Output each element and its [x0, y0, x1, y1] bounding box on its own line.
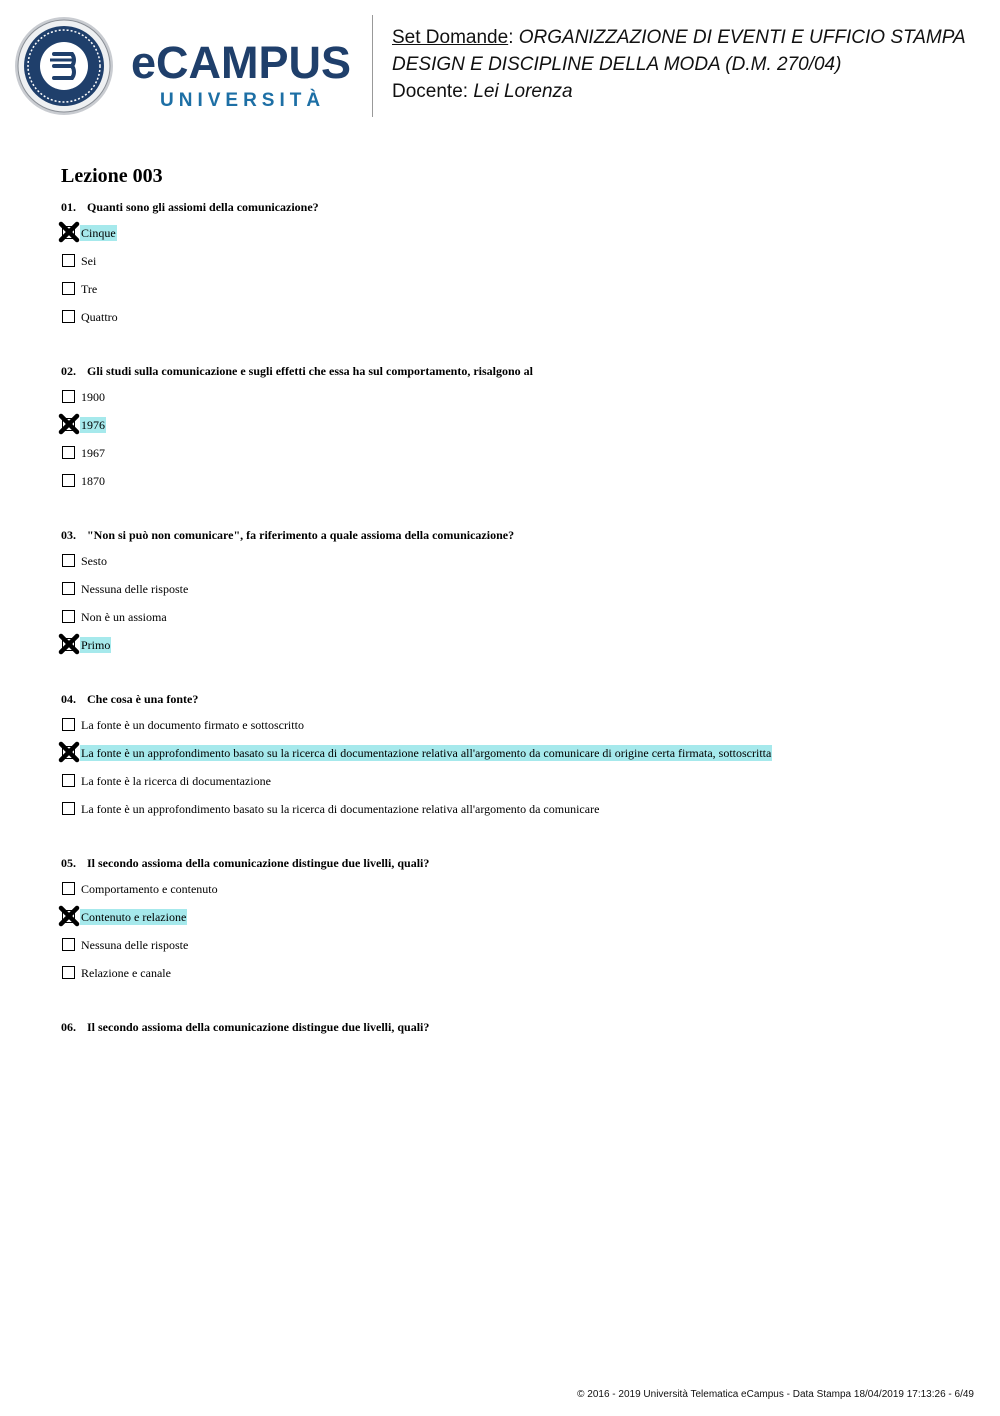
set-label: Set Domande — [392, 27, 509, 48]
question-text — [61, 199, 961, 215]
checkbox[interactable] — [62, 582, 75, 595]
answer-option[interactable] — [61, 745, 961, 773]
question-number: 06. — [61, 1020, 76, 1034]
brand-name: eCAMPUS — [131, 37, 352, 88]
answer-option[interactable] — [61, 965, 961, 993]
selected-answer-label: La fonte è un approfondimento basato su la ricerca di documentazione relativa all'argomento da comunicare di origine certa firmata, sottoscritta — [81, 746, 772, 760]
answer-option[interactable] — [61, 609, 961, 637]
checkbox[interactable] — [62, 554, 75, 567]
question-item — [61, 855, 961, 993]
question-item — [61, 527, 961, 665]
answer-label: Relazione e canale — [81, 966, 171, 980]
question-label: Gli studi sulla comunicazione e sugli effetti che essa ha sul comportamento, risalgono al — [87, 364, 533, 378]
question-label: Il secondo assioma della comunicazione distingue due livelli, quali? — [87, 856, 430, 870]
checkbox[interactable] — [62, 254, 75, 267]
question-text — [61, 527, 961, 543]
cross-mark-icon — [58, 413, 80, 435]
question-text — [61, 363, 961, 379]
checkbox[interactable] — [62, 474, 75, 487]
answer-option[interactable] — [61, 553, 961, 581]
cross-mark-icon — [58, 905, 80, 927]
ecampus-seal-icon — [14, 16, 114, 116]
question-label: Il secondo assioma della comunicazione distingue due livelli, quali? — [87, 1020, 430, 1034]
answer-label: Quattro — [81, 310, 118, 324]
cross-mark-icon — [58, 221, 80, 243]
answer-label: 1900 — [81, 390, 105, 404]
answer-label: Sei — [81, 254, 97, 268]
answer-label: Non è un assioma — [81, 610, 167, 624]
checkbox[interactable] — [62, 390, 75, 403]
course-subtitle: DESIGN E DISCIPLINE DELLA MODA (D.M. 270/04) — [392, 54, 842, 75]
question-text — [61, 691, 961, 707]
cross-mark-icon — [58, 741, 80, 763]
question-number: 01. — [61, 200, 76, 214]
course-line-1 — [392, 24, 992, 51]
checkbox[interactable] — [62, 774, 75, 787]
checkbox[interactable] — [62, 882, 75, 895]
answer-label: La fonte è un approfondimento basato su la ricerca di documentazione relativa all'argomento da comunicare — [81, 802, 600, 816]
selected-answer-label: Contenuto e relazione — [81, 910, 187, 924]
answer-option[interactable] — [61, 801, 961, 829]
answer-option[interactable] — [61, 937, 961, 965]
question-item — [61, 363, 961, 501]
answer-option[interactable] — [61, 225, 961, 253]
answer-option[interactable] — [61, 253, 961, 281]
checkbox[interactable] — [62, 282, 75, 295]
answer-option[interactable] — [61, 717, 961, 745]
question-label: "Non si può non comunicare", fa riferimento a quale assioma della comunicazione? — [87, 528, 515, 542]
course-title: ORGANIZZAZIONE DI EVENTI E UFFICIO STAMPA — [518, 27, 966, 48]
set-separator: : — [508, 27, 519, 48]
selected-answer-label: Cinque — [81, 226, 116, 240]
answer-option[interactable] — [61, 773, 961, 801]
answer-option[interactable] — [61, 445, 961, 473]
answer-option[interactable] — [61, 909, 961, 937]
header-info — [392, 24, 992, 105]
question-label: Quanti sono gli assiomi della comunicazione? — [87, 200, 319, 214]
checkbox[interactable] — [62, 310, 75, 323]
question-number: 02. — [61, 364, 76, 378]
answer-option[interactable] — [61, 637, 961, 665]
answer-option[interactable] — [61, 389, 961, 417]
question-text — [61, 1019, 961, 1035]
answer-option[interactable] — [61, 881, 961, 909]
question-number: 05. — [61, 856, 76, 870]
docente-name: Lei Lorenza — [473, 81, 573, 102]
docente-line — [392, 78, 992, 105]
question-item — [61, 691, 961, 829]
checkbox[interactable] — [62, 718, 75, 731]
header-divider — [372, 15, 373, 117]
answer-label: Sesto — [81, 554, 108, 568]
answer-label: La fonte è la ricerca di documentazione — [81, 774, 271, 788]
answer-label: Nessuna delle risposte — [81, 582, 189, 596]
course-line-2 — [392, 51, 992, 78]
checkbox[interactable] — [62, 966, 75, 979]
answer-label: Tre — [81, 282, 98, 296]
answer-label: 1870 — [81, 474, 105, 488]
answer-label: La fonte è un documento firmato e sottoscritto — [81, 718, 304, 732]
answer-option[interactable] — [61, 309, 961, 337]
answer-label: Nessuna delle risposte — [81, 938, 189, 952]
checkbox[interactable] — [62, 446, 75, 459]
answer-option[interactable] — [61, 581, 961, 609]
question-number: 04. — [61, 692, 76, 706]
answer-option[interactable] — [61, 281, 961, 309]
question-number: 03. — [61, 528, 76, 542]
page-header — [0, 0, 1000, 130]
brand-subtitle: UNIVERSITÀ — [160, 90, 326, 111]
question-text — [61, 855, 961, 871]
cross-mark-icon — [58, 633, 80, 655]
question-list — [61, 199, 961, 1061]
selected-answer-label: Primo — [81, 638, 111, 652]
question-label: Che cosa è una fonte? — [87, 692, 199, 706]
answer-label: 1967 — [81, 446, 105, 460]
question-item — [61, 1019, 961, 1035]
selected-answer-label: 1976 — [81, 418, 105, 432]
answer-label: Comportamento e contenuto — [81, 882, 218, 896]
docente-label: Docente: — [392, 81, 474, 102]
checkbox[interactable] — [62, 802, 75, 815]
lesson-title: Lezione 003 — [61, 165, 163, 187]
question-item — [61, 199, 961, 337]
page-footer: © 2016 - 2019 Università Telematica eCampus - Data Stampa 18/04/2019 17:13:26 - 6/49 — [577, 1389, 974, 1400]
checkbox[interactable] — [62, 610, 75, 623]
answer-option[interactable] — [61, 473, 961, 501]
checkbox[interactable] — [62, 938, 75, 951]
answer-option[interactable] — [61, 417, 961, 445]
